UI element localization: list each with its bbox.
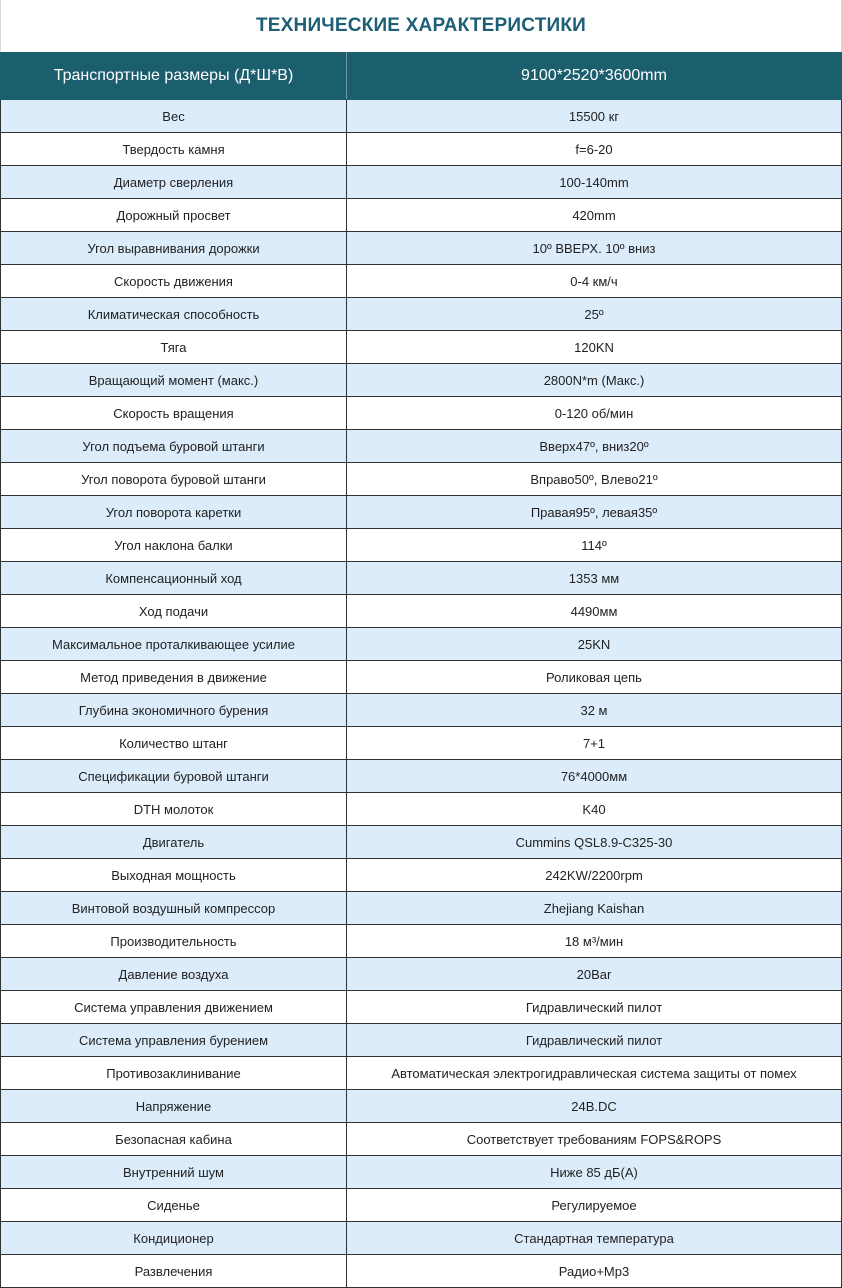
- spec-label-cell: Развлечения: [1, 1255, 347, 1288]
- table-row: [1, 529, 842, 562]
- spec-label-cell: Скорость вращения: [1, 397, 347, 430]
- spec-value-cell: 10º ВВЕРХ. 10º вниз: [347, 232, 842, 265]
- spec-label-cell: Производительность: [1, 925, 347, 958]
- spec-value-cell: Zhejiang Kaishan: [347, 892, 842, 925]
- spec-label-cell: Вращающий момент (макс.): [1, 364, 347, 397]
- table-row: [1, 892, 842, 925]
- table-row: [1, 265, 842, 298]
- table-row: [1, 826, 842, 859]
- spec-value-cell: Cummins QSL8.9-C325-30: [347, 826, 842, 859]
- spec-label-cell: Глубина экономичного бурения: [1, 694, 347, 727]
- spec-label-cell: Двигатель: [1, 826, 347, 859]
- table-row: [1, 331, 842, 364]
- spec-value-cell: Стандартная температура: [347, 1222, 842, 1255]
- table-row: [1, 199, 842, 232]
- spec-value-cell: Гидравлический пилот: [347, 1024, 842, 1057]
- spec-label-cell: Максимальное проталкивающее усилие: [1, 628, 347, 661]
- spec-label-cell: Безопасная кабина: [1, 1123, 347, 1156]
- spec-value-cell: Вверх47º, вниз20º: [347, 430, 842, 463]
- spec-value-cell: 2800N*m (Макс.): [347, 364, 842, 397]
- table-row: [1, 430, 842, 463]
- spec-value-cell: 1353 мм: [347, 562, 842, 595]
- spec-label-cell: Сиденье: [1, 1189, 347, 1222]
- spec-label-cell: Спецификации буровой штанги: [1, 760, 347, 793]
- spec-value-cell: Роликовая цепь: [347, 661, 842, 694]
- spec-label-cell: Вес: [1, 100, 347, 133]
- table-row: [1, 166, 842, 199]
- spec-value-cell: 76*4000мм: [347, 760, 842, 793]
- table-row: [1, 925, 842, 958]
- spec-label-cell: Угол поворота буровой штанги: [1, 463, 347, 496]
- spec-value-cell: 20Bar: [347, 958, 842, 991]
- spec-label-cell: Диаметр сверления: [1, 166, 347, 199]
- table-row: [1, 1156, 842, 1189]
- page-title: ТЕХНИЧЕСКИЕ ХАРАКТЕРИСТИКИ: [255, 15, 587, 36]
- table-row: [1, 364, 842, 397]
- spec-value-cell: 25º: [347, 298, 842, 331]
- table-row: [1, 1222, 842, 1255]
- table-row: [1, 1024, 842, 1057]
- table-row: [1, 232, 842, 265]
- spec-value-cell: Регулируемое: [347, 1189, 842, 1222]
- table-row: [1, 298, 842, 331]
- table-row: [1, 595, 842, 628]
- spec-label-cell: Климатическая способность: [1, 298, 347, 331]
- spec-value-cell: 0-120 об/мин: [347, 397, 842, 430]
- table-row: [1, 760, 842, 793]
- title-bar: [0, 0, 842, 52]
- table-row: [1, 1255, 842, 1288]
- spec-label-cell: Противозаклинивание: [1, 1057, 347, 1090]
- spec-label-cell: Система управления движением: [1, 991, 347, 1024]
- table-row: [1, 793, 842, 826]
- spec-label-cell: Система управления бурением: [1, 1024, 347, 1057]
- spec-label-cell: Угол поворота каретки: [1, 496, 347, 529]
- spec-value-cell: 15500 кг: [347, 100, 842, 133]
- spec-value-cell: 0-4 км/ч: [347, 265, 842, 298]
- spec-value-cell: f=6-20: [347, 133, 842, 166]
- spec-label-cell: Напряжение: [1, 1090, 347, 1123]
- spec-label-cell: Винтовой воздушный компрессор: [1, 892, 347, 925]
- table-row: [1, 397, 842, 430]
- spec-value-cell: 25KN: [347, 628, 842, 661]
- table-row: [1, 1189, 842, 1222]
- spec-value-cell: 32 м: [347, 694, 842, 727]
- spec-value-cell: 420mm: [347, 199, 842, 232]
- header-label-cell: Транспортные размеры (Д*Ш*В): [1, 53, 347, 100]
- table-row: [1, 991, 842, 1024]
- spec-label-cell: Выходная мощность: [1, 859, 347, 892]
- spec-value-cell: 18 м³/мин: [347, 925, 842, 958]
- spec-value-cell: 120KN: [347, 331, 842, 364]
- spec-label-cell: Внутренний шум: [1, 1156, 347, 1189]
- spec-value-cell: 7+1: [347, 727, 842, 760]
- table-row: [1, 694, 842, 727]
- table-row: [1, 628, 842, 661]
- spec-value-cell: Ниже 85 дБ(А): [347, 1156, 842, 1189]
- spec-value-cell: Гидравлический пилот: [347, 991, 842, 1024]
- table-row: [1, 1123, 842, 1156]
- spec-label-cell: Твердость камня: [1, 133, 347, 166]
- spec-value-cell: 24В.DC: [347, 1090, 842, 1123]
- spec-value-cell: K40: [347, 793, 842, 826]
- spec-label-cell: Компенсационный ход: [1, 562, 347, 595]
- spec-label-cell: DTH молоток: [1, 793, 347, 826]
- spec-label-cell: Метод приведения в движение: [1, 661, 347, 694]
- spec-value-cell: Вправо50º, Влево21º: [347, 463, 842, 496]
- table-row: [1, 661, 842, 694]
- spec-label-cell: Скорость движения: [1, 265, 347, 298]
- table-row: [1, 562, 842, 595]
- table-row: [1, 727, 842, 760]
- spec-value-cell: Соответствует требованиям FOPS&ROPS: [347, 1123, 842, 1156]
- spec-label-cell: Количество штанг: [1, 727, 347, 760]
- spec-value-cell: 114º: [347, 529, 842, 562]
- table-row: [1, 1057, 842, 1090]
- table-row: [1, 496, 842, 529]
- table-row: [1, 859, 842, 892]
- spec-label-cell: Тяга: [1, 331, 347, 364]
- table-header-row: [1, 53, 842, 100]
- table-row: [1, 958, 842, 991]
- table-row: [1, 100, 842, 133]
- spec-value-cell: Правая95º, левая35º: [347, 496, 842, 529]
- spec-label-cell: Кондиционер: [1, 1222, 347, 1255]
- spec-value-cell: 100-140mm: [347, 166, 842, 199]
- spec-label-cell: Угол выравнивания дорожки: [1, 232, 347, 265]
- spec-label-cell: Угол наклона балки: [1, 529, 347, 562]
- spec-label-cell: Давление воздуха: [1, 958, 347, 991]
- spec-value-cell: 242KW/2200rpm: [347, 859, 842, 892]
- spec-table: [0, 52, 842, 1288]
- table-row: [1, 1090, 842, 1123]
- spec-value-cell: 4490мм: [347, 595, 842, 628]
- spec-label-cell: Ход подачи: [1, 595, 347, 628]
- spec-value-cell: Радио+Mp3: [347, 1255, 842, 1288]
- spec-label-cell: Дорожный просвет: [1, 199, 347, 232]
- table-row: [1, 463, 842, 496]
- spec-label-cell: Угол подъема буровой штанги: [1, 430, 347, 463]
- header-value-cell: 9100*2520*3600mm: [347, 53, 842, 100]
- table-row: [1, 133, 842, 166]
- spec-value-cell: Автоматическая электрогидравлическая система защиты от помех: [347, 1057, 842, 1090]
